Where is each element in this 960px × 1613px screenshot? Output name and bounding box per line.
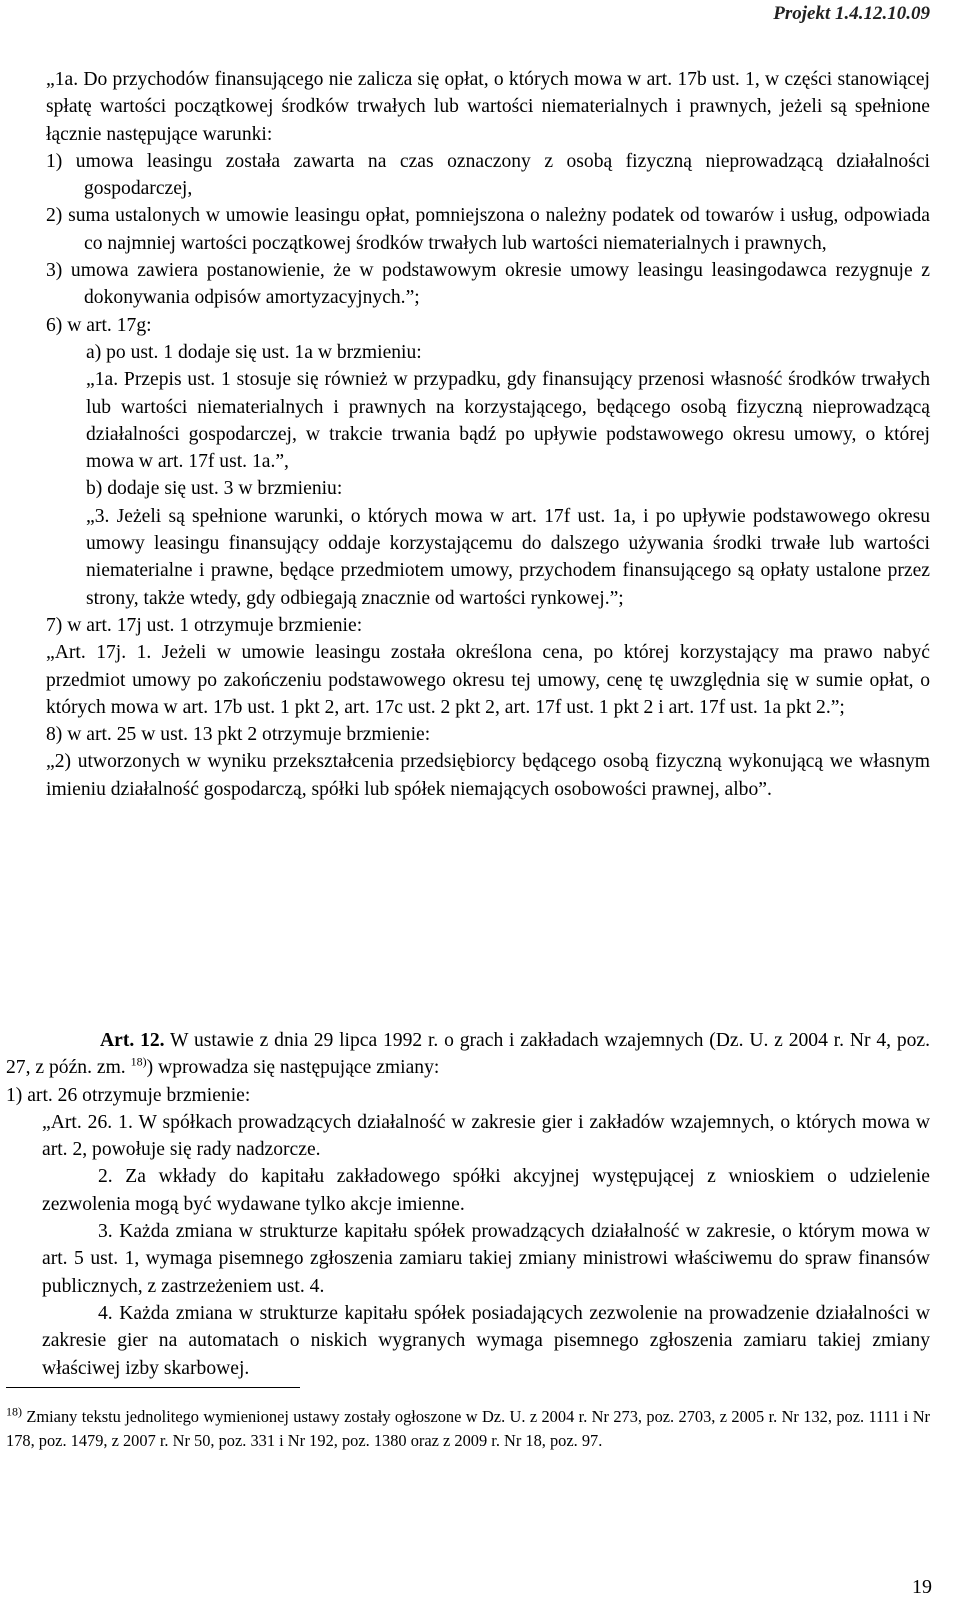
footnote-marker: 18) [6,1404,22,1419]
point-6: 6) w art. 17g: [46,314,152,336]
article-26-section-1: „Art. 26. 1. W spółkach prowadzących działalność w zakresie gier i zakładów wzajemnych, o których mowa w art. 2, powołuje się rady nadzorcze. [42,1111,930,1161]
article-12-item-1: 1) art. 26 otrzymuje brzmienie: [6,1084,251,1106]
point-7-text: „Art. 17j. 1. Jeżeli w umowie leasingu została określona cena, po której korzystający ma prawo nabyć przedmiot umowy po zakończeniu podstawowego okresu tej umowy, cenę tę uwzględnia się w sumie opłat, o których mowa w art. 17b ust. 1 pkt 2, art. 17c ust. 2 pkt 2, art. 17f ust. 1 pkt 2 i art. 17f ust. 1a pkt 2.”; [46,642,930,718]
article-26-section-3: 3. Każda zmiana w strukturze kapitału spółek prowadzących działalność w zakresie, o którym mowa w art. 5 ust. 1, wymaga pisemnego zgłoszenia zamiaru takiej zmiany ministrowi właściwemu do spraw finansów publicznych, z zastrzeżeniem ust. 4. [42,1221,930,1297]
footnote-text: Zmiany tekstu jednolitego wymienionej ustawy zostały ogłoszone w Dz. U. z 2004 r. Nr 273, poz. 2703, z 2005 r. Nr 132, poz. 1111 i Nr 178, poz. 1479, z 2007 r. Nr 50, poz. 331 i Nr 192, poz. 1380 oraz z 2009 r. Nr 18, poz. 97. [6,1407,930,1450]
point-8-text: „2) utworzonych w wyniku przekształcenia przedsiębiorcy będącego osobą fizyczną wykonującą we własnym imieniu działalność gospodarczą, spółki lub spółek niemających osobowości prawnej, albo”. [46,751,930,800]
condition-2: 2) suma ustalonych w umowie leasingu opłat, pomniejszona o należny podatek od towarów i usług, odpowiada co najmniej wartości początkowej środków trwałych lub wartości niematerialnych i prawnych, [46,205,930,254]
point-6a-text: „1a. Przepis ust. 1 stosuje się również w przypadku, gdy finansujący przenosi własność środków trwałych lub wartości niematerialnych i prawnych na korzystającego, będącego osobą fizyczną nieprowadzącą działalności gospodarczej, w trakcie trwania bądź po upływie podstawowego okresu umowy, o której mowa w art. 17f ust. 1a.”, [86,369,930,473]
project-version-header: Projekt 1.4.12.10.09 [773,3,930,24]
page-number: 19 [912,1576,932,1598]
article-12-intro-a: W ustawie z dnia 29 lipca 1992 r. o grach i zakładach wzajemnych (Dz. U. z 2004 r. Nr 4, poz. 27, z późn. zm. [6,1030,931,1079]
point-8: 8) w art. 25 w ust. 13 pkt 2 otrzymuje brzmienie: [46,724,431,746]
paragraph-1a: „1a. Do przychodów finansującego nie zalicza się opłat, o których mowa w art. 17b ust. 1, w części stanowiącej spłatę wartości początkowej środków trwałych lub wartości niematerialnych i prawnych, jeżeli są spełnione łącznie następujące warunki: [46,69,930,145]
article-12 [6,1027,930,1382]
condition-3: 3) umowa zawiera postanowienie, że w podstawowym okresie umowy leasingu leasingodawca rezygnuje z dokonywania odpisów amortyzacyjnych.”; [46,260,930,309]
point-6b-text: „3. Jeżeli są spełnione warunki, o których mowa w art. 17f ust. 1a, i po upływie podstawowego okresu umowy leasingu finansujący oddaje korzystającemu do dalszego używania środki trwałe lub wartości niematerialne i prawne, będące przedmiotem umowy, przychodem finansującego są opłaty ustalone przez strony, także wtedy, gdy odbiegają znacznie od wartości rynkowej.”; [86,505,930,609]
article-26-section-4: 4. Każda zmiana w strukturze kapitału spółek posiadających zezwolenie na prowadzenie działalności w zakresie gier na automatach o niskich wygranych wymaga pisemnego zgłoszenia zamiaru takiej zmiany właściwej izby skarbowej. [42,1302,930,1379]
footnote-separator [6,1387,300,1388]
article-12-heading: Art. 12. [100,1030,165,1051]
point-6a: a) po ust. 1 dodaje się ust. 1a w brzmieniu: [86,341,422,363]
condition-1: 1) umowa leasingu została zawarta na czas oznaczony z osobą fizyczną nieprowadzącą działalności gospodarczej, [46,150,930,200]
article-12-intro [6,1027,930,1082]
point-7: 7) w art. 17j ust. 1 otrzymuje brzmienie: [46,614,363,636]
point-6b: b) dodaje się ust. 3 w brzmieniu: [86,478,343,500]
amendment-text [46,66,930,803]
article-26-section-2: 2. Za wkłady do kapitału zakładowego spółki akcyjnej występującej z wnioskiem o udzielenie zezwolenia mogą być wydawane tylko akcje imienne. [42,1166,930,1215]
article-26-text [6,1109,930,1382]
footnote-reference[interactable]: 18) [130,1054,147,1069]
article-12-intro-b: ) wprowadza się następujące zmiany: [146,1057,440,1079]
footnote-18 [6,1405,930,1453]
